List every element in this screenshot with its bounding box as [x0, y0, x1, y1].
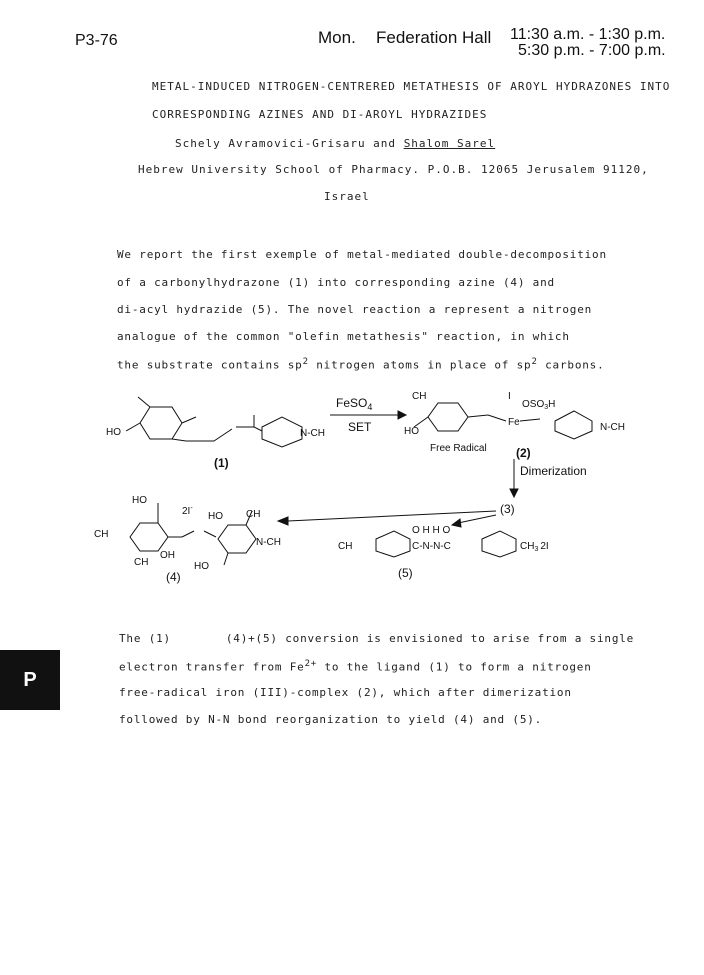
compound-2-oso3h: $OSO_3H$ [522, 399, 556, 411]
compound-2-structure [414, 403, 592, 439]
compound-1-nch3: N-CH [300, 428, 325, 439]
compound-4-ch3-left: CH [94, 529, 109, 540]
conclusion-line-1 [119, 632, 634, 645]
conclusion-line-3: free-radical iron (III)-complex (2), which after dimerization [119, 686, 572, 699]
conclusion-l2b: to the ligand (1) to form a nitrogen [317, 660, 592, 674]
free-radical-label: Free Radical [430, 443, 487, 454]
reaction-arrow-1-head [398, 411, 406, 419]
author-2: Shalom Sarel [403, 137, 496, 150]
abstract-line-5 [117, 357, 605, 372]
arrow-to-compound-5 [458, 515, 496, 523]
compound-4-ho-top: HO [132, 495, 147, 506]
compound-4-ch3-bottom: CH [134, 557, 149, 568]
compound-2-iodine: I [508, 391, 511, 402]
dimerization-label: Dimerization [520, 464, 587, 478]
sp2-sup-1: 2 [302, 357, 309, 367]
conclusion-line-4: followed by N-N bond reorganization to yield (4) and (5). [119, 713, 543, 726]
compound-4-structure [130, 503, 256, 565]
dimerization-arrow-head [510, 489, 518, 497]
conclusion-l1b: (4)+(5) conversion is envisioned to arise from a single [225, 632, 635, 645]
session-time-2: 5:30 p.m. - 7:00 p.m. [518, 42, 666, 59]
sp2-sup-2: 2 [531, 357, 538, 367]
arrow-to-compound-4-head [278, 517, 288, 525]
compound-5-label: (5) [398, 566, 413, 580]
compound-5-ch3-left: CH [338, 541, 353, 552]
compound-4-ho-mid: HO [208, 511, 223, 522]
session-time-1: 11:30 a.m. - 1:30 p.m. [510, 26, 666, 43]
paper-title-line-1: METAL-INDUCED NITROGEN-CENTRERED METATHESIS OF AROYL HYDRAZONES INTO [152, 80, 671, 93]
compound-4-ho-bottom: HO [194, 561, 209, 572]
abstract-line-1: We report the first exemple of metal-mediated double-decomposition [117, 248, 607, 261]
arrow-to-compound-4 [288, 511, 496, 521]
fe-charge: 2+ [304, 659, 318, 669]
compound-4-nch3: N-CH [256, 537, 281, 548]
reaction-scheme [0, 385, 704, 605]
paper-title-line-2: CORRESPONDING AZINES AND DI-AROYL HYDRAZIDES [152, 108, 488, 121]
compound-2-ho: HO [404, 426, 419, 437]
compound-1-ho: HO [106, 427, 121, 438]
compound-5-ch3-right: $CH_3$ 2I [520, 541, 549, 553]
session-code: P3-76 [75, 32, 118, 49]
reagent-set: SET [348, 420, 372, 434]
compound-5-core: C-N-N-C [412, 541, 451, 552]
arrow-to-compound-5-head [452, 519, 461, 527]
abstract-l5a: the substrate contains sp [117, 358, 303, 372]
session-location: Federation Hall [376, 28, 492, 47]
abstract-line-3: di-acyl hydrazide (5). The novel reaction a represent a nitrogen [117, 303, 593, 316]
abstract-l5c: nitrogen atoms in place of sp [308, 358, 532, 372]
compound-3-label: (3) [500, 502, 515, 516]
abstract-l5e: carbons. [537, 358, 605, 372]
author-1: Schely Avramovici-Grisaru and [175, 137, 397, 150]
compound-4-label: (4) [166, 570, 181, 584]
compound-2-ch3-left: CH [412, 391, 427, 402]
conclusion-l1a: The (1) [119, 632, 171, 645]
section-tab-p: P [0, 650, 60, 710]
compound-2-fe: Fe [508, 417, 520, 428]
reagent-feso4: FeSO$_4$ [336, 396, 373, 412]
authors [175, 137, 495, 150]
compound-1-label: (1) [214, 456, 229, 470]
compound-4-oh: OH [160, 550, 175, 561]
conclusion-line-2 [119, 659, 592, 674]
abstract-line-4: analogue of the common "olefin metathesis" reaction, in which [117, 330, 570, 343]
compound-2-nch3: N-CH [600, 422, 625, 433]
compound-2-label: (2) [516, 446, 531, 460]
compound-5-ohho: O H H O [412, 525, 451, 536]
compound-4-2i: 2I- [182, 505, 193, 517]
compound-1-structure [126, 397, 302, 447]
abstract-line-2: of a carbonylhydrazone (1) into corresponding azine (4) and [117, 276, 555, 289]
affiliation-line-1: Hebrew University School of Pharmacy. P.O.B. 12065 Jerusalem 91120, [138, 163, 649, 176]
affiliation-line-2: Israel [324, 190, 370, 203]
conclusion-l2a: electron transfer from Fe [119, 660, 305, 674]
session-day: Mon. [318, 28, 356, 47]
compound-4-ch3-right: CH [246, 509, 261, 520]
